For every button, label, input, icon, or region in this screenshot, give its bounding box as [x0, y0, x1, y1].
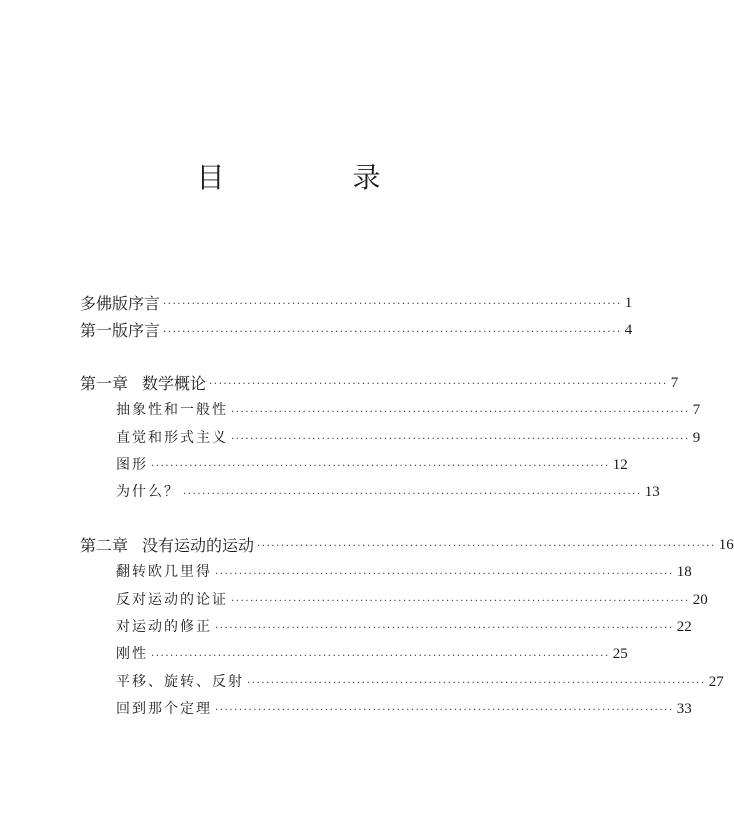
- toc-entry-title: 翻转欧几里得: [116, 564, 212, 581]
- dot-leader: ································································································: [183, 488, 642, 500]
- dot-leader: ································································································: [215, 705, 674, 717]
- chapter-title: 没有运动的运动: [142, 535, 255, 555]
- toc-entry-title: 反对运动的论证: [116, 591, 228, 608]
- toc-entry-title: 刚性: [116, 646, 148, 663]
- toc-chapter-entry[interactable]: [80, 370, 679, 397]
- toc-chapter-heading: [80, 532, 254, 559]
- toc-entry-title: 多佛版序言: [80, 293, 161, 313]
- toc-chapter-heading: [80, 370, 206, 397]
- dot-leader: ································································································: [151, 650, 610, 662]
- toc-entry[interactable]: [80, 397, 701, 424]
- chapter-number: 第二章: [80, 535, 129, 555]
- toc-entry-page: 20: [692, 591, 708, 608]
- toc-entry[interactable]: [80, 696, 692, 723]
- toc-entry[interactable]: [80, 559, 692, 586]
- toc-entry-page: 7: [692, 402, 701, 419]
- dot-leader: ································································································: [257, 541, 716, 553]
- dot-leader: ································································································: [151, 461, 610, 473]
- toc-entry-page: 12: [612, 456, 628, 473]
- toc-group-preface: [80, 290, 633, 345]
- toc-entry-title: 平移、旋转、反射: [116, 673, 244, 690]
- toc-entry[interactable]: [80, 669, 724, 696]
- dot-leader: ································································································: [215, 623, 674, 635]
- toc-entry[interactable]: [80, 317, 633, 344]
- dot-leader: ································································································: [231, 595, 690, 607]
- toc-entry-title: 为什么？: [116, 484, 180, 501]
- toc-entry-page: 7: [670, 374, 679, 391]
- toc-entry-page: 25: [612, 646, 628, 663]
- toc-entry-title: 回到那个定理: [116, 701, 212, 718]
- toc-entry[interactable]: [80, 614, 692, 641]
- toc-entry[interactable]: [80, 587, 708, 614]
- toc-entry-page: 1: [624, 294, 633, 311]
- toc-entry-page: 27: [708, 673, 724, 690]
- toc-entry-title: 抽象性和一般性: [116, 402, 228, 419]
- chapter-title: 数学概论: [142, 373, 207, 393]
- toc-entry-title: 图形: [116, 456, 148, 473]
- toc-entry-title: 第一版序言: [80, 321, 161, 341]
- toc-entry-page: 4: [624, 322, 633, 339]
- toc-entry-page: 33: [676, 701, 692, 718]
- dot-leader: ································································································: [209, 379, 668, 391]
- table-of-contents: [80, 290, 734, 723]
- toc-chapter-entry[interactable]: [80, 532, 734, 559]
- toc-entry[interactable]: [80, 641, 628, 668]
- toc-entry-page: 16: [718, 536, 734, 553]
- dot-leader: ································································································: [231, 433, 690, 445]
- toc-entry-page: 22: [676, 618, 692, 635]
- dot-leader: ································································································: [215, 568, 674, 580]
- chapter-number: 第一章: [80, 373, 129, 393]
- toc-entry-title: 对运动的修正: [116, 618, 212, 635]
- toc-entry-page: 13: [644, 484, 660, 501]
- dot-leader: ································································································: [231, 406, 690, 418]
- dot-leader: ································································································: [163, 326, 622, 338]
- toc-group-chapter-2: [80, 532, 734, 724]
- toc-entry-page: 18: [676, 564, 692, 581]
- toc-entry-page: 9: [692, 429, 701, 446]
- toc-entry[interactable]: [80, 425, 701, 452]
- toc-group-chapter-1: [80, 370, 701, 507]
- dot-leader: ································································································: [247, 678, 706, 690]
- toc-entry-title: 直觉和形式主义: [116, 429, 228, 446]
- toc-entry[interactable]: [80, 290, 633, 317]
- dot-leader: ································································································: [163, 299, 622, 311]
- toc-entry[interactable]: [80, 479, 660, 506]
- toc-entry[interactable]: [80, 452, 628, 479]
- page-title: 目 录: [196, 161, 431, 194]
